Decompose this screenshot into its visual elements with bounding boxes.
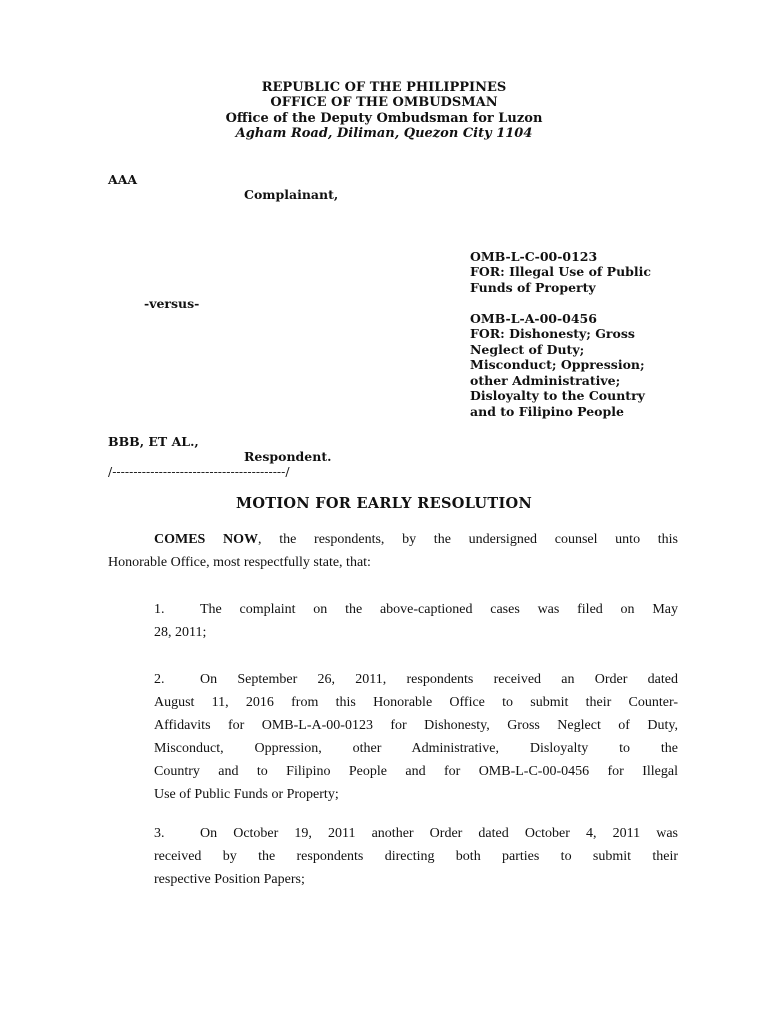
- numbered-paragraph: [154, 598, 678, 644]
- paragraph-number: 1.: [154, 602, 165, 617]
- header-republic: REPUBLIC OF THE PHILIPPINES: [261, 80, 507, 95]
- caption-divider: /-----------------------------------------/: [108, 464, 290, 479]
- case1-for-line: FOR: Illegal Use of Public: [470, 264, 651, 279]
- paragraph-line: Affidavits for OMB-L-A-00-0123 for Dishonesty, Gross Neglect of Duty,: [154, 718, 678, 733]
- paragraph-number: 2.: [154, 672, 165, 687]
- case2-for-line: other Administrative;: [470, 373, 621, 388]
- numbered-paragraph: [154, 822, 678, 891]
- paragraph-line: respective Position Papers;: [154, 872, 305, 887]
- paragraph-line: Use of Public Funds or Property;: [154, 787, 339, 802]
- respondent-label: Respondent.: [244, 449, 332, 464]
- complainant-label: Complainant,: [244, 187, 339, 202]
- header-office: OFFICE OF THE OMBUDSMAN: [270, 95, 498, 110]
- intro-line: , the respondents, by the undersigned counsel unto this: [258, 532, 678, 547]
- respondent-name: BBB, ET AL.,: [108, 434, 199, 449]
- paragraph-line: Misconduct, Oppression, other Administrative, Disloyalty to the: [154, 741, 678, 756]
- paragraph-line: The complaint on the above-captioned cases was filed on May: [200, 602, 678, 617]
- case2-for-line: Disloyalty to the Country: [470, 388, 645, 403]
- case1-for-line: Funds of Property: [470, 280, 596, 295]
- header-deputy-office: Office of the Deputy Ombudsman for Luzon: [225, 111, 543, 126]
- complainant-name: AAA: [108, 172, 138, 187]
- case2-number: OMB-L-A-00-0456: [470, 311, 597, 326]
- paragraph-line: August 11, 2016 from this Honorable Office to submit their Counter-: [154, 695, 678, 710]
- motion-title: MOTION FOR EARLY RESOLUTION: [235, 495, 533, 512]
- paragraph-line: 28, 2011;: [154, 625, 207, 640]
- intro-lead: COMES NOW: [154, 532, 259, 547]
- case2-for-line: and to Filipino People: [470, 404, 624, 419]
- paragraph-line: On October 19, 2011 another Order dated October 4, 2011 was: [200, 826, 678, 841]
- paragraph-line: On September 26, 2011, respondents received an Order dated: [200, 672, 678, 687]
- paragraph-number: 3.: [154, 826, 165, 841]
- case2-for-line: Neglect of Duty;: [470, 342, 585, 357]
- paragraph-line: Country and to Filipino People and for OMB-L-C-00-0456 for Illegal: [154, 764, 678, 779]
- numbered-paragraph: [154, 668, 678, 806]
- case1-number: OMB-L-C-00-0123: [470, 249, 598, 264]
- versus-label: -versus-: [144, 296, 200, 311]
- paragraph-line: received by the respondents directing both parties to submit their: [154, 849, 678, 864]
- case2-for-line: FOR: Dishonesty; Gross: [470, 326, 635, 341]
- case2-for-line: Misconduct; Oppression;: [470, 357, 645, 372]
- header-address: Agham Road, Diliman, Quezon City 1104: [235, 126, 533, 141]
- intro-line: Honorable Office, most respectfully state, that:: [108, 555, 371, 570]
- intro-paragraph: [108, 528, 678, 574]
